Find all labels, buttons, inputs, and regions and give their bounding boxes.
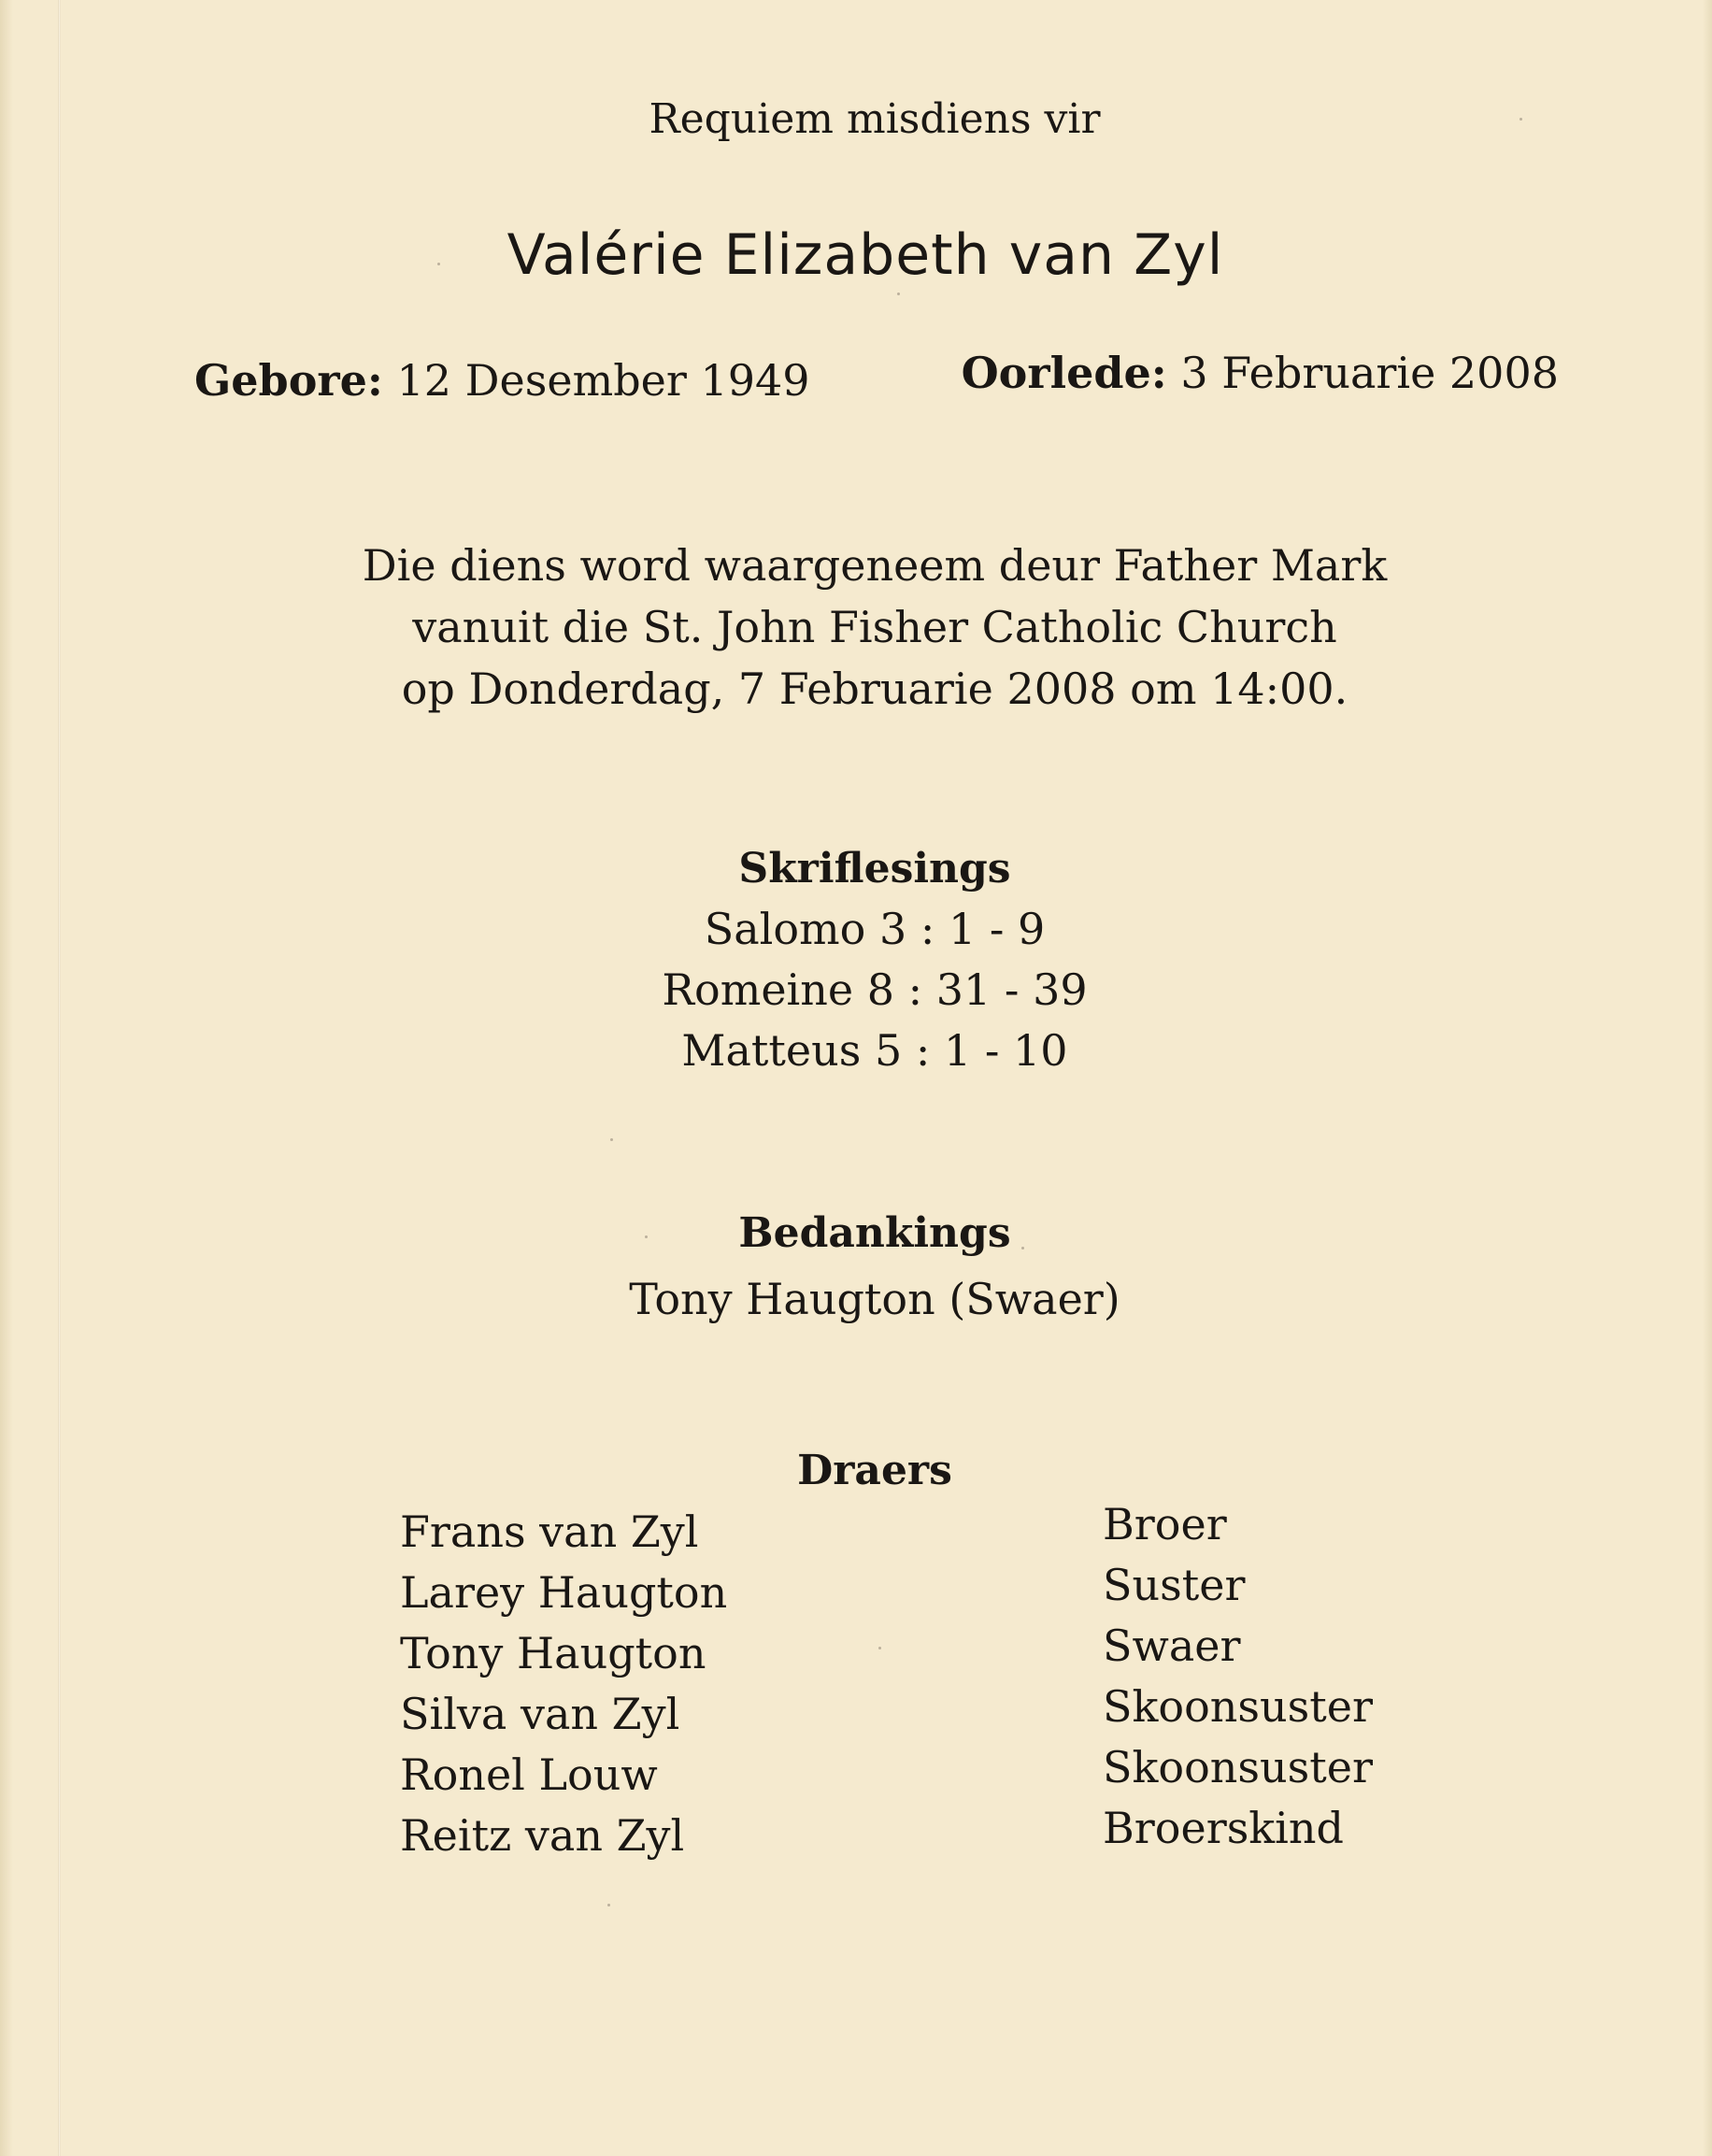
deceased-name: Valérie Elizabeth van Zyl (506, 222, 1224, 288)
service-line: op Donderdag, 7 Februarie 2008 om 14:00. (401, 664, 1348, 714)
bearers-title: Draers (797, 1447, 952, 1494)
bearer-name: Larey Haugton (400, 1567, 728, 1618)
bearer-name: Silva van Zyl (400, 1689, 680, 1739)
bearer-row (400, 1560, 1428, 1628)
reading-item: Salomo 3 : 1 - 9 (704, 904, 1046, 954)
service-subtitle: Requiem misdiens vir (649, 95, 1101, 143)
dates-row (194, 348, 1559, 421)
bearer-name: Reitz van Zyl (400, 1810, 685, 1861)
birth-date-value: 12 Desember 1949 (396, 355, 810, 406)
bearer-relation: Swaer (1103, 1621, 1241, 1671)
bearer-name: Frans van Zyl (400, 1506, 699, 1557)
paper-speck (878, 1647, 881, 1649)
paper-speck (610, 1138, 613, 1141)
bearer-name: Tony Haugton (400, 1628, 706, 1678)
paper-left-edge (0, 0, 13, 2156)
service-details (19, 535, 1712, 720)
bearer-row (400, 1621, 1428, 1689)
paper-speck (645, 1235, 648, 1238)
death-date-label: Oorlede: (961, 348, 1167, 398)
bearer-name: Ronel Louw (400, 1749, 658, 1800)
death-date-value: 3 Februarie 2008 (1180, 348, 1559, 398)
service-line: Die diens word waargeneem deur Father Mark (362, 540, 1388, 591)
death-date (962, 348, 1559, 398)
bearer-relation: Broer (1103, 1499, 1227, 1549)
reading-item: Romeine 8 : 31 - 39 (662, 964, 1088, 1015)
bearer-relation: Skoonsuster (1103, 1742, 1373, 1792)
readings-section (19, 838, 1712, 1081)
readings-title: Skriflesings (738, 845, 1011, 892)
bearer-relation: Suster (1103, 1560, 1246, 1610)
birth-date-label: Gebore: (194, 355, 383, 406)
bearer-row (400, 1499, 1428, 1567)
bearer-relation: Broerskind (1103, 1803, 1344, 1853)
service-line: vanuit die St. John Fisher Catholic Church (412, 602, 1337, 652)
paper-speck (897, 293, 900, 295)
bearer-relation: Skoonsuster (1103, 1681, 1373, 1732)
paper-speck (1021, 1247, 1024, 1249)
bearer-row (400, 1681, 1428, 1749)
paper-speck (607, 1904, 610, 1906)
bearers-list (400, 1499, 1428, 1871)
birth-date (194, 355, 810, 406)
bearer-row (400, 1742, 1428, 1810)
thanks-title: Bedankings (738, 1209, 1011, 1257)
reading-item: Matteus 5 : 1 - 10 (681, 1025, 1068, 1076)
thanks-section (19, 1201, 1712, 1332)
thanks-person: Tony Haugton (Swaer) (629, 1274, 1120, 1324)
bearer-row (400, 1803, 1428, 1871)
paper-speck (437, 263, 440, 265)
paper-speck (1519, 118, 1522, 121)
